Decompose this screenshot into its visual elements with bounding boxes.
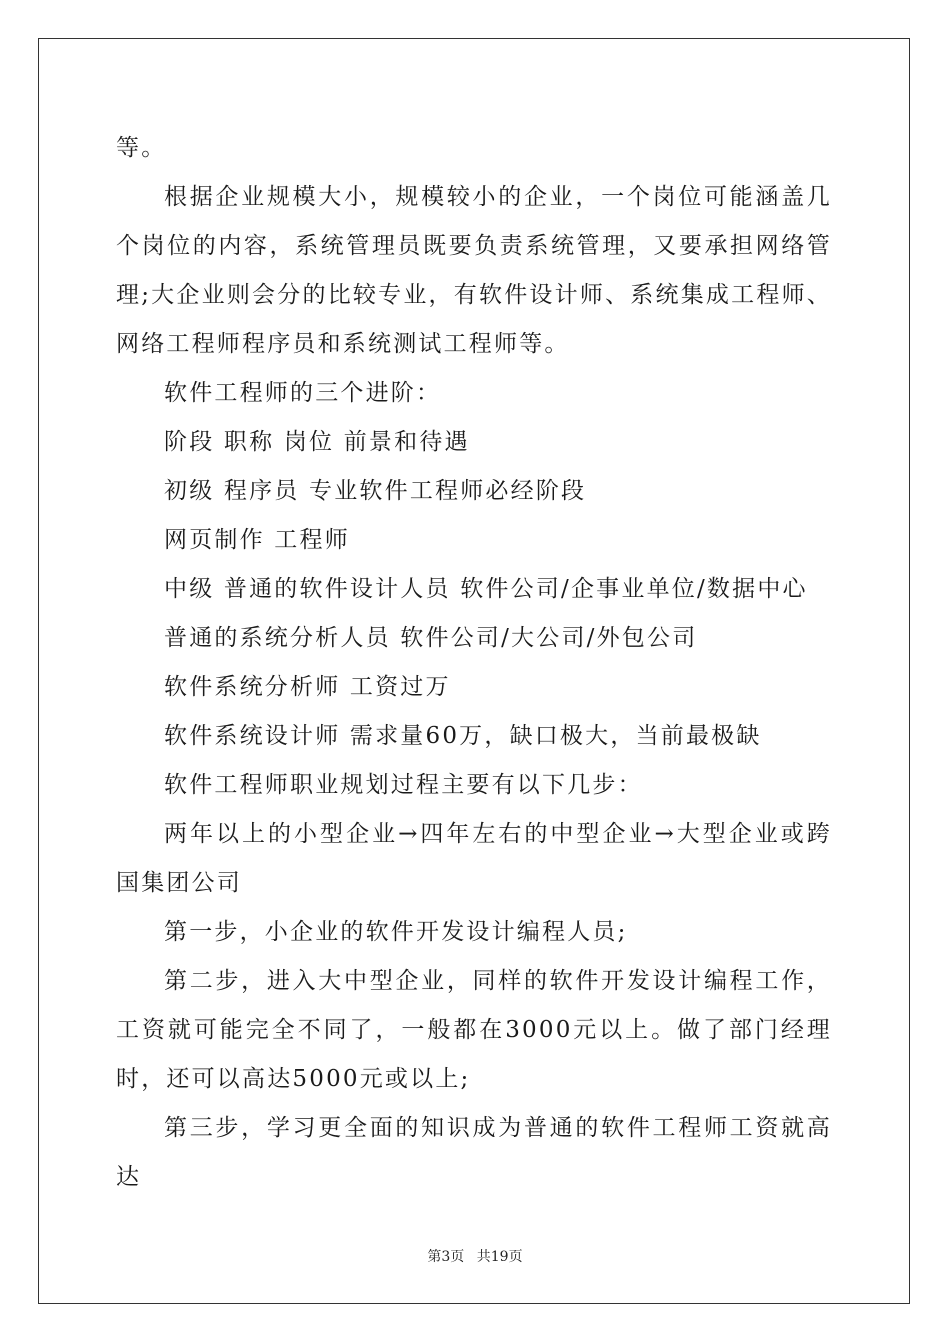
document-body bbox=[116, 124, 832, 1202]
page-footer bbox=[0, 1246, 950, 1266]
table-header-line: 阶段 职称 岗位 前景和待遇 bbox=[164, 429, 470, 455]
paragraph: 两年以上的小型企业→四年左右的中型企业→大型企业或跨国集团公司 bbox=[116, 821, 832, 896]
paragraph: 第一步，小企业的软件开发设计编程人员; bbox=[164, 919, 628, 945]
table-line: 普通的系统分析人员 软件公司/大公司/外包公司 bbox=[164, 625, 698, 651]
paragraph: 等。 bbox=[116, 135, 167, 161]
paragraph: 第二步，进入大中型企业，同样的软件开发设计编程工作，工资就可能完全不同了，一般都在3000元以上。做了部门经理时，还可以高达5000元或以上; bbox=[116, 968, 832, 1092]
table-line: 初级 程序员 专业软件工程师必经阶段 bbox=[164, 478, 587, 504]
paragraph: 第三步，学习更全面的知识成为普通的软件工程师工资就高达 bbox=[116, 1115, 832, 1190]
table-line: 软件系统分析师 工资过万 bbox=[164, 674, 451, 700]
table-line: 网页制作 工程师 bbox=[164, 527, 350, 553]
paragraph: 根据企业规模大小，规模较小的企业，一个岗位可能涵盖几个岗位的内容，系统管理员既要负责系统管理，又要承担网络管理;大企业则会分的比较专业，有软件设计师、系统集成工程师、网络工程师程序员和系统测试工程师等。 bbox=[116, 184, 832, 357]
paragraph: 软件工程师的三个进阶： bbox=[164, 380, 442, 406]
page-total: 共19页 bbox=[476, 1249, 523, 1265]
table-line: 中级 普通的软件设计人员 软件公司/企事业单位/数据中心 bbox=[164, 576, 808, 602]
table-line: 软件系统设计师 需求量60万，缺口极大，当前最极缺 bbox=[164, 723, 762, 749]
paragraph: 软件工程师职业规划过程主要有以下几步： bbox=[164, 772, 643, 798]
page-number: 第3页 bbox=[427, 1249, 465, 1265]
